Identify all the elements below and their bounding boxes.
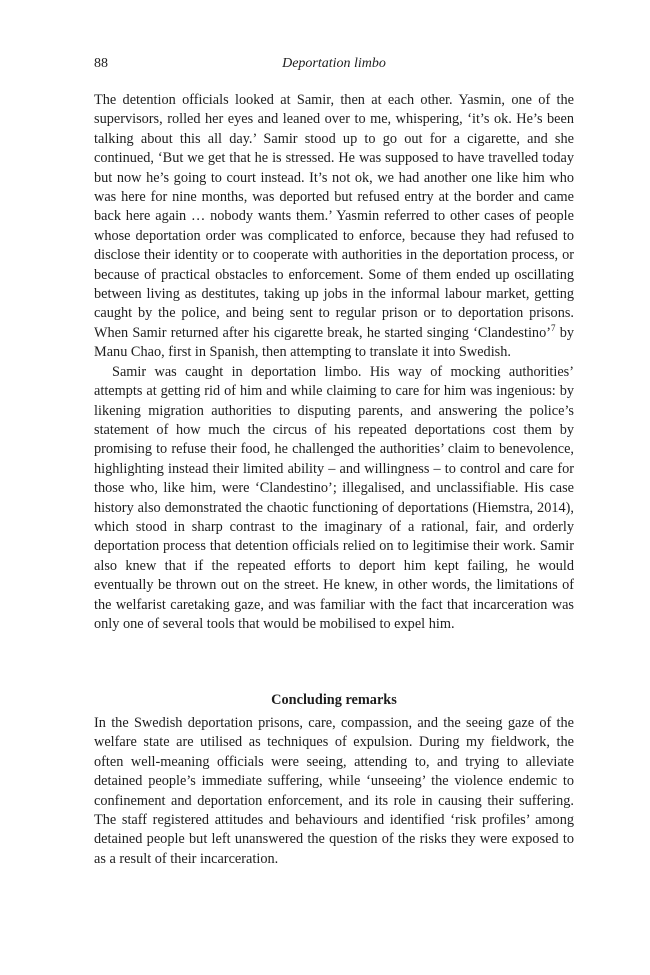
section-body-text <box>94 714 574 869</box>
paragraph-1-text-continued: by Manu Chao, first in Spanish, then attempting to translate it into Swedish. <box>94 324 574 361</box>
main-body-text <box>94 91 574 634</box>
footnote-marker: 7 <box>550 323 556 334</box>
page-header <box>94 56 574 76</box>
paragraph-2: Samir was caught in deportation limbo. His way of mocking authorities’ attempts at getting rid of him and while claiming to care for him was ingenious: by likening migration authorities to disputing parents, and answering the police’s statement of how much the circus of his repeated deportations cost them by promising to refuse their food, he challenged the authorities’ claim to benevolence, highlighting instead their limited ability – and willingness – to control and care for those who, like him, were ‘Clandestino’; illegalised, and unclassifiable. His case history also demonstrated the chaotic functioning of deportations (Hiemstra, 2014), which stood in sharp contrast to the imaginary of a rational, fair, and orderly deportation process that detention officials relied on to legitimise their work. Samir also knew that if the repeated efforts to deport him kept failing, he would eventually be thrown out on the street. He knew, in other words, the limitations of the welfarist caretaking gaze, and was familiar with the fact that incarceration was only one of several tools that would be mobilised to expel him. <box>94 363 574 632</box>
page-number: 88 <box>94 56 108 71</box>
section-heading: Concluding remarks <box>271 691 397 708</box>
running-title: Deportation limbo <box>282 56 386 71</box>
paragraph-3: In the Swedish deportation prisons, care, compassion, and the seeing gaze of the welfare state are utilised as techniques of expulsion. During my fieldwork, the often well-meaning officials were seeing, attending to, and trying to alleviate detained people’s immediate suffering, while ‘unseeing’ the violence endemic to confinement and deportation enforcement, and its role in causing their suffering. The staff registered attitudes and behaviours and identified ‘risk profiles’ among detained people but left unanswered the question of the risks they were exposed to as a result of their incarceration. <box>94 715 574 867</box>
paragraph-1 <box>94 91 574 363</box>
paragraph-1-text: The detention officials looked at Samir, then at each other. Yasmin, one of the supervisors, rolled her eyes and leaned over to me, whispering, ‘it’s ok. He’s been talking about this all day.’ Samir stood up to go out for a cigarette, and she continued, ‘But we get that he is stressed. He was supposed to have travelled today but now he’s going to court instead. It’s not ok, we had another one like him who was here for nine months, was deported but refused entry at the border and came back here again … nobody wants them.’ Yasmin referred to other cases of people whose deportation order was complicated to enforce, because they had refused to disclose their identity or to cooperate with authorities in the deportation process, or because of practical obstacles to enforcement. Some of them ended up oscillating between living as destitutes, taking up jobs in the informal labour market, getting caught by the police, and being sent to regular prison or to deportation prisons. When Samir returned after his cigarette break, he started singing ‘Clandestino’ <box>94 92 574 341</box>
